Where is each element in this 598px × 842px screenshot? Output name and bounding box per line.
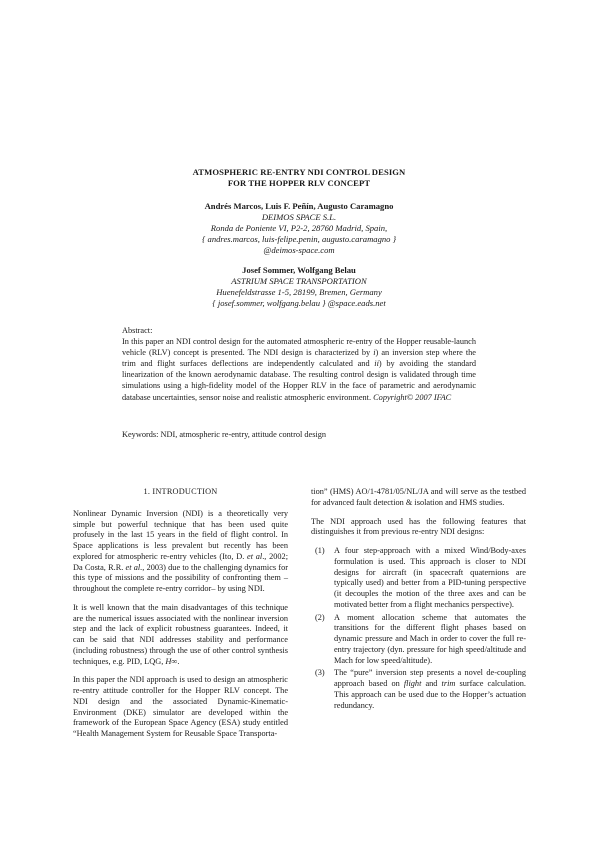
- author-email-domain: @deimos-space.com: [263, 245, 335, 255]
- abstract-text: In this paper an NDI control design for the automated atmospheric re-entry of the Hopper reusable-launch vehicle (RLV) concept is presented. The NDI design is characterized by i) an inversion step where the trim and flight surfaces deflections are independently calculated and ii) by avoiding the standard linearization of the known aerodynamic database. The resulting control design is validated through time simulations using a high-fidelity model of the Hopper RLV in the face of parametric and aerodynamic database uncertainties, sensor noise and realistic atmospheric environment. Copyright© 2007 IFAC: [122, 337, 476, 402]
- author-block-deimos: [0, 201, 598, 256]
- list-item-number: (2): [315, 612, 325, 622]
- intro-paragraph-3: In this paper the NDI approach is used to design an atmospheric re-entry attitude controller for the Hopper RLV concept. The NDI design and the associated Dynamic-Kinematic-Environment (DKE) simulator are developed within the framework of the European Space Agency (ESA) study entitled “Health Management System for Reusable Space Transporta-: [73, 675, 288, 738]
- features-intro: The NDI approach used has the following features that distinguishes it from previous re-entry NDI designs:: [311, 516, 526, 537]
- intro-paragraph-1: Nonlinear Dynamic Inversion (NDI) is a theoretically very simple but powerful technique that has been used quite profusely in the last 15 years in the field of flight control. In Space applications is less prevalent but recently has been explored for atmospheric re-entry vehicles (Ito, D. et al., 2002; Da Costa, R.R. et al., 2003) due to the challenging dynamics for this type of missions and the possibility of confronting them –throughout the complete re-entry corridor– by using NDI.: [73, 508, 289, 593]
- author-organization: ASTRIUM SPACE TRANSPORTATION: [231, 276, 367, 286]
- author-emails: { josef.sommer, wolfgang.belau } @space.eads.net: [212, 298, 386, 308]
- author-organization: DEIMOS SPACE S.L.: [261, 212, 337, 222]
- title-line-1: ATMOSPHERIC RE-ENTRY NDI CONTROL DESIGN: [192, 167, 406, 177]
- list-item-number: (1): [315, 546, 325, 555]
- intro-paragraph-2: It is well known that the main disadvantages of this technique are the numerical issues associated with the nonlinear inversion step and the lack of explicit robustness guarantees. Indeed, it can be said that NDI addresses stability and performance (including robustness) through the use of other control synthesis techniques, e.g. PID, LQG, H∞.: [73, 602, 288, 666]
- copyright-notice: Copyright© 2007 IFAC: [373, 392, 452, 402]
- keywords: Keywords: NDI, atmospheric re-entry, attitude control design: [122, 430, 327, 439]
- title-line-2: FOR THE HOPPER RLV CONCEPT: [227, 178, 371, 188]
- abstract-label: Abstract:: [122, 326, 153, 335]
- right-column: [311, 487, 526, 713]
- list-item-text: A four step-approach with a mixed Wind/Body-axes formulation is used. This approach is closer to NDI designs for aircraft (in spacecraft quaternions are typically used) and better from a PID-tuning perspective (it decouples the motion of the three axes and can be motivated better from a flight mechanics perspective).: [334, 546, 526, 609]
- list-item-number: (3): [315, 668, 325, 678]
- author-names: Josef Sommer, Wolfgang Belau: [242, 265, 356, 275]
- list-item: [311, 668, 526, 711]
- author-block-astrium: [0, 265, 598, 309]
- author-emails: { andres.marcos, luis-felipe.penin, augusto.caramagno }: [201, 234, 397, 244]
- list-item: [311, 546, 526, 611]
- list-item-text: A moment allocation scheme that automates the transitions for the different flight phases based on dynamic pressure and Mach in order to cover the full re-entry trajectory (dyn. pressure for high speed/altitude and Mach for low speed/altitude).: [334, 612, 526, 665]
- left-column: [73, 487, 288, 748]
- author-address: Huenefeldstrasse 1-5, 28199, Bremen, Germany: [216, 287, 382, 297]
- list-item: [311, 613, 526, 667]
- abstract: [122, 325, 476, 403]
- section-heading: 1. INTRODUCTION: [143, 487, 218, 496]
- paper-title: [0, 167, 598, 189]
- intro-paragraph-continued: tion” (HMS) AO/1-4781/05/NL/JA and will serve as the testbed for advanced fault detection & isolation and HMS studies.: [311, 487, 526, 507]
- features-list: [311, 546, 526, 711]
- author-names: Andrés Marcos, Luis F. Peñín, Augusto Caramagno: [204, 201, 394, 211]
- list-item-text: The “pure” inversion step presents a novel de-coupling approach based on flight and trim surface calculation. This approach can be used due to the Hopper’s actuation redundancy.: [334, 668, 526, 710]
- author-address: Ronda de Poniente VI, P2-2, 28760 Madrid, Spain,: [210, 223, 388, 233]
